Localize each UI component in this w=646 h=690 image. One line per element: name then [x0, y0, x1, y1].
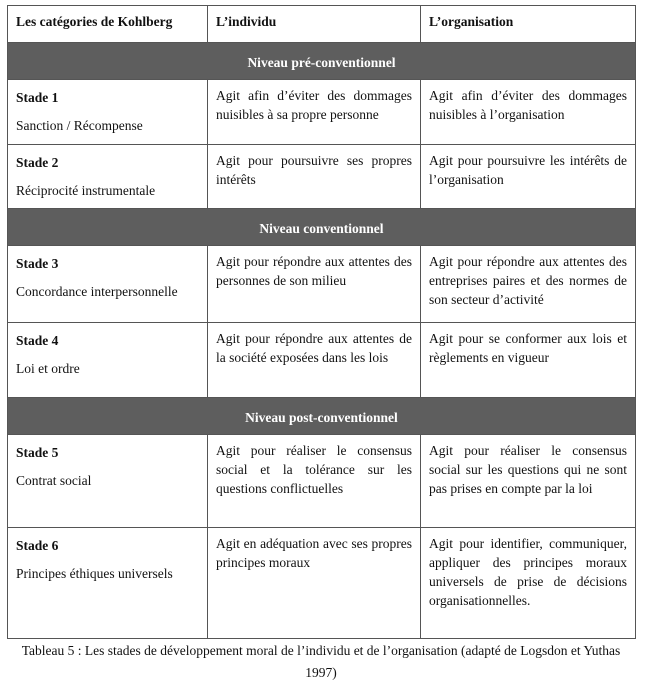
- stage-name: Sanction / Récompense: [16, 118, 143, 133]
- stage-number: Stade 5: [16, 445, 59, 460]
- table-header-row: [8, 6, 636, 43]
- stage-name: Loi et ordre: [16, 361, 80, 376]
- individu-cell: Agit en adéquation avec ses propres principes moraux: [208, 528, 421, 639]
- stage-name: Principes éthiques universels: [16, 566, 173, 581]
- level-row-pre-conventional: [8, 43, 636, 80]
- header-individu: L’individu: [208, 6, 421, 43]
- individu-cell: Agit pour réaliser le consensus social et la tolérance sur les questions conflictuelles: [208, 435, 421, 528]
- table-row: [8, 246, 636, 323]
- level-title: Niveau pré-conventionnel: [8, 43, 636, 80]
- level-row-conventional: [8, 209, 636, 246]
- organisation-cell: Agit pour poursuivre les intérêts de l’organisation: [421, 145, 636, 209]
- organisation-cell: Agit pour se conformer aux lois et règlements en vigueur: [421, 323, 636, 398]
- stage-cell: [8, 528, 208, 639]
- table-row: [8, 323, 636, 398]
- stage-name: Concordance interpersonnelle: [16, 284, 178, 299]
- stage-cell: [8, 145, 208, 209]
- stage-number: Stade 4: [16, 333, 59, 348]
- table-row: [8, 145, 636, 209]
- organisation-cell: Agit afin d’éviter des dommages nuisibles à l’organisation: [421, 80, 636, 145]
- level-title: Niveau post-conventionnel: [8, 398, 636, 435]
- stage-cell: [8, 246, 208, 323]
- table-row: [8, 528, 636, 639]
- stage-number: Stade 6: [16, 538, 59, 553]
- stage-cell: [8, 435, 208, 528]
- kohlberg-stages-table: [7, 5, 636, 639]
- organisation-cell: Agit pour identifier, communiquer, appliquer des principes moraux universels de prise de décisions organisationnelles.: [421, 528, 636, 639]
- table-row: [8, 80, 636, 145]
- stage-number: Stade 2: [16, 155, 59, 170]
- stage-number: Stade 1: [16, 90, 59, 105]
- table-caption: Tableau 5 : Les stades de développement moral de l’individu et de l’organisation (adapté de Logsdon et Yuthas 1997): [21, 643, 621, 680]
- stage-name: Contrat social: [16, 473, 92, 488]
- stage-name: Réciprocité instrumentale: [16, 183, 156, 198]
- individu-cell: Agit pour répondre aux attentes des personnes de son milieu: [208, 246, 421, 323]
- stage-cell: [8, 323, 208, 398]
- stage-cell: [8, 80, 208, 145]
- stage-number: Stade 3: [16, 256, 59, 271]
- individu-cell: Agit afin d’éviter des dommages nuisibles à sa propre personne: [208, 80, 421, 145]
- individu-cell: Agit pour répondre aux attentes de la société exposées dans les lois: [208, 323, 421, 398]
- organisation-cell: Agit pour réaliser le consensus social sur les questions qui ne sont pas prises en compte par la loi: [421, 435, 636, 528]
- table-row: [8, 435, 636, 528]
- organisation-cell: Agit pour répondre aux attentes des entreprises paires et des normes de son secteur d’activité: [421, 246, 636, 323]
- individu-cell: Agit pour poursuivre ses propres intérêts: [208, 145, 421, 209]
- level-row-post-conventional: [8, 398, 636, 435]
- level-title: Niveau conventionnel: [8, 209, 636, 246]
- header-organisation: L’organisation: [421, 6, 636, 43]
- header-categories: Les catégories de Kohlberg: [8, 6, 208, 43]
